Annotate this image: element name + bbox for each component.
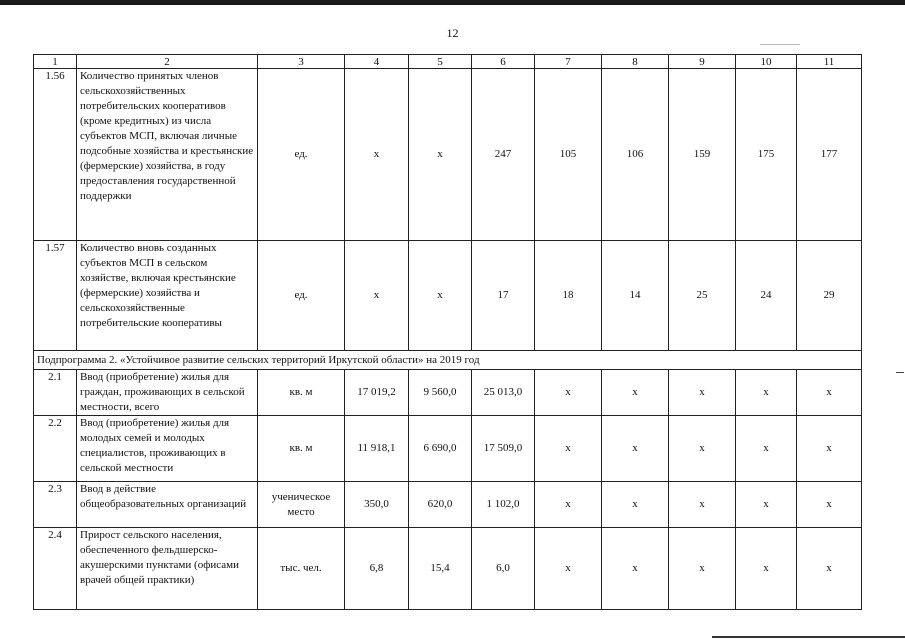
header-cell: 3 — [258, 55, 345, 69]
value-cell: 11 918,1 — [345, 416, 409, 482]
header-cell: 1 — [34, 55, 77, 69]
indicator-name: Прирост сельского населения, обеспеченного фельдшерско-акушерскими пунктами (офисами врачей общей практики) — [77, 528, 258, 610]
value-cell: х — [736, 482, 797, 528]
value-cell: 620,0 — [409, 482, 472, 528]
value-cell: х — [669, 528, 736, 610]
value-cell: 24 — [736, 241, 797, 351]
header-cell: 10 — [736, 55, 797, 69]
value-cell: х — [797, 482, 862, 528]
indicators-table — [33, 54, 862, 610]
value-cell: 6 690,0 — [409, 416, 472, 482]
value-cell: 177 — [797, 69, 862, 241]
column-number-header-row — [34, 55, 862, 69]
top-border-bar — [0, 0, 905, 5]
value-cell: 29 — [797, 241, 862, 351]
value-cell: 6,0 — [472, 528, 535, 610]
value-cell: х — [535, 482, 602, 528]
value-cell: х — [736, 528, 797, 610]
margin-mark — [760, 44, 800, 45]
table-row — [34, 370, 862, 416]
value-cell: 9 560,0 — [409, 370, 472, 416]
indicator-name: Ввод (приобретение) жилья для граждан, проживающих в сельской местности, всего — [77, 370, 258, 416]
value-cell: х — [669, 370, 736, 416]
indicator-name: Количество принятых членов сельскохозяйственных потребительских кооперативов (кроме кредитных) из числа субъектов МСП, включая личные подсобные хозяйства и крестьянские (фермерские) хозяйства, в году предоставления государственной поддержки — [77, 69, 258, 241]
subprogram-title: Подпрограмма 2. «Устойчивое развитие сельских территорий Иркутской области» на 2019 год — [34, 351, 862, 370]
unit-cell: ед. — [258, 241, 345, 351]
indicator-name: Ввод (приобретение) жилья для молодых семей и молодых специалистов, проживающих в сельской местности — [77, 416, 258, 482]
value-cell: 15,4 — [409, 528, 472, 610]
value-cell: 159 — [669, 69, 736, 241]
unit-cell: ученическое место — [258, 482, 345, 528]
value-cell: х — [409, 241, 472, 351]
row-number: 2.2 — [34, 416, 77, 482]
value-cell: х — [669, 416, 736, 482]
header-cell: 5 — [409, 55, 472, 69]
value-cell: х — [797, 416, 862, 482]
value-cell: 175 — [736, 69, 797, 241]
row-number: 2.4 — [34, 528, 77, 610]
header-cell: 7 — [535, 55, 602, 69]
unit-cell: ед. — [258, 69, 345, 241]
value-cell: 25 — [669, 241, 736, 351]
value-cell: х — [409, 69, 472, 241]
value-cell: х — [535, 370, 602, 416]
value-cell: 106 — [602, 69, 669, 241]
value-cell: 18 — [535, 241, 602, 351]
table-row — [34, 241, 862, 351]
value-cell: х — [797, 370, 862, 416]
table-row — [34, 416, 862, 482]
header-cell: 2 — [77, 55, 258, 69]
value-cell: 247 — [472, 69, 535, 241]
header-cell: 9 — [669, 55, 736, 69]
page-number: 12 — [446, 26, 459, 40]
value-cell: х — [602, 370, 669, 416]
unit-cell: тыс. чел. — [258, 528, 345, 610]
subprogram-row — [34, 351, 862, 370]
value-cell: х — [345, 69, 409, 241]
value-cell: х — [345, 241, 409, 351]
value-cell: 17 — [472, 241, 535, 351]
margin-mark — [896, 372, 904, 373]
value-cell: х — [535, 528, 602, 610]
header-cell: 8 — [602, 55, 669, 69]
header-cell: 11 — [797, 55, 862, 69]
value-cell: х — [602, 416, 669, 482]
margin-mark — [712, 636, 905, 638]
unit-cell: кв. м — [258, 416, 345, 482]
row-number: 2.3 — [34, 482, 77, 528]
value-cell: 105 — [535, 69, 602, 241]
table-row — [34, 528, 862, 610]
value-cell: 25 013,0 — [472, 370, 535, 416]
header-cell: 4 — [345, 55, 409, 69]
table-row — [34, 69, 862, 241]
indicator-name: Количество вновь созданных субъектов МСП в сельском хозяйстве, включая крестьянские (фермерские) хозяйства и сельскохозяйственные потребительские кооперативы — [77, 241, 258, 351]
row-number: 2.1 — [34, 370, 77, 416]
value-cell: 6,8 — [345, 528, 409, 610]
value-cell: х — [602, 528, 669, 610]
value-cell: х — [669, 482, 736, 528]
value-cell: х — [736, 416, 797, 482]
value-cell: х — [736, 370, 797, 416]
value-cell: 17 509,0 — [472, 416, 535, 482]
indicator-name: Ввод в действие общеобразовательных организаций — [77, 482, 258, 528]
value-cell: 1 102,0 — [472, 482, 535, 528]
value-cell: 17 019,2 — [345, 370, 409, 416]
value-cell: х — [797, 528, 862, 610]
value-cell: х — [535, 416, 602, 482]
table-row — [34, 482, 862, 528]
row-number: 1.56 — [34, 69, 77, 241]
value-cell: 14 — [602, 241, 669, 351]
unit-cell: кв. м — [258, 370, 345, 416]
row-number: 1.57 — [34, 241, 77, 351]
header-cell: 6 — [472, 55, 535, 69]
value-cell: 350,0 — [345, 482, 409, 528]
value-cell: х — [602, 482, 669, 528]
